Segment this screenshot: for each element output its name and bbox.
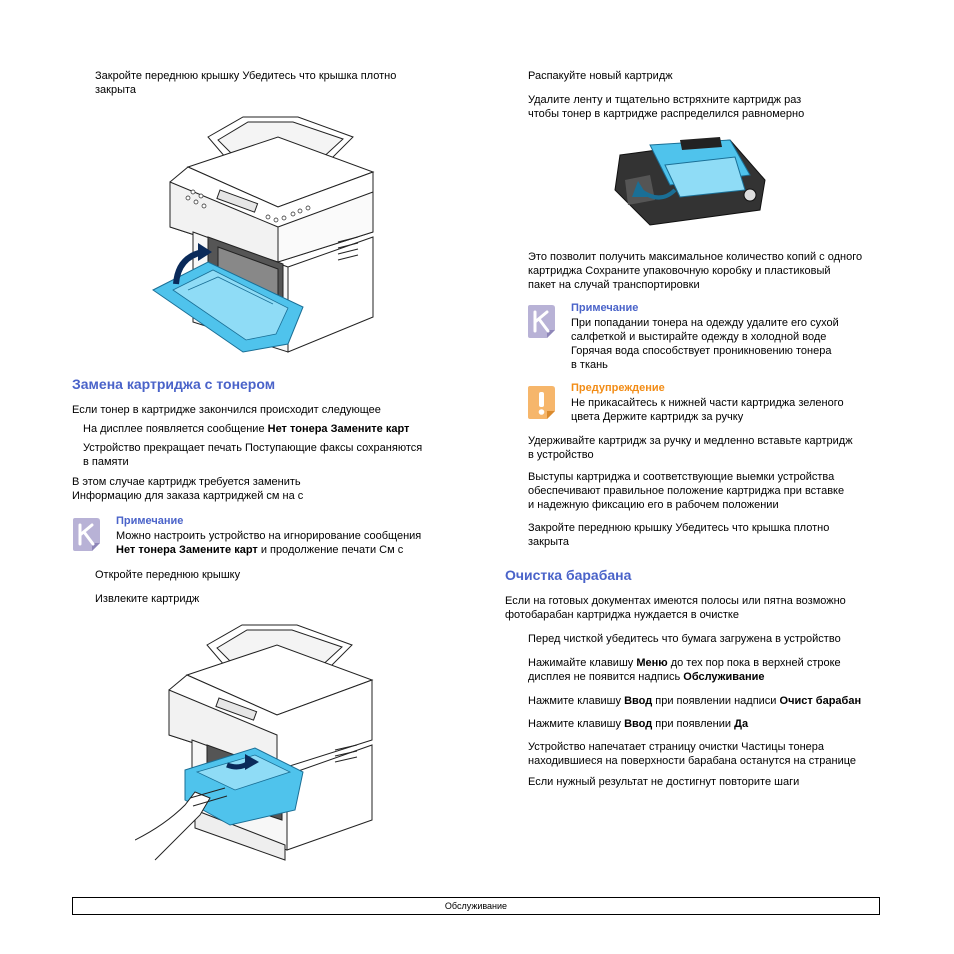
warning-text: Не прикасайтесь к нижней части картриджа зеленого цвета Держите картридж за ручку (571, 397, 844, 423)
step-shake: Удалите ленту и тщательно встряхните картридж раз чтобы тонер в картридже распределился равномерно (528, 94, 805, 120)
footer-label: Обслуживание (444, 901, 508, 911)
step-open-cover: Откройте переднюю крышку (95, 569, 241, 581)
intro-text: Если тонер в картридже закончился происходит следующее (72, 404, 381, 416)
page-footer (72, 897, 880, 915)
warning-icon (527, 385, 557, 420)
note-text: Можно настроить устройство на игнорирование сообщения Нет тонера Замените карт и продолжение печати См с (116, 530, 422, 556)
note-text: При попадании тонера на одежду удалите его сухой салфеткой и выстирайте одежду в холодной воде Горячая вода способствует проникновению тонера в ткань (571, 317, 839, 371)
drum-step-2: Нажимайте клавишу Меню до тех пор пока в верхней строке дисплея не появится надпись Обслуживание (528, 657, 841, 683)
section-title-drum-cleaning: Очистка барабана (505, 567, 632, 583)
drum-intro: Если на готовых документах имеются полосы или пятна возможно фотобарабан картриджа нуждается в очистке (505, 595, 846, 621)
drum-step-1: Перед чисткой убедитесь что бумага загружена в устройство (528, 633, 841, 645)
note-icon (527, 304, 557, 339)
tabs-text: Выступы картриджа и соответствующие выемки устройства обеспечивают правильное положение картриджа при вставке и надежную фиксацию его в рабочем положении (528, 471, 845, 511)
drum-step-6: Если нужный результат не достигнут повторите шаги (528, 776, 800, 788)
replace-paragraph: В этом случае картридж требуется заменить Информацию для заказа картриджей см на с (72, 476, 304, 502)
close-cover-text: Закройте переднюю крышку Убедитесь что крышка плотно закрыта (528, 522, 830, 548)
printer-open-cover-illustration (148, 112, 378, 357)
printer-remove-cartridge-illustration (135, 620, 380, 865)
insert-cartridge-text: Удерживайте картридж за ручку и медленно вставьте картридж в устройство (528, 435, 853, 461)
drum-step-3: Нажмите клавишу Ввод при появлении надписи Очист барабан (528, 695, 862, 707)
bullet-printing-stops: Устройство прекращает печать Поступающие факсы сохраняются в памяти (83, 442, 423, 468)
bullet-display-message: На дисплее появляется сообщение Нет тонера Замените карт (83, 423, 410, 435)
step-remove-cartridge: Извлеките картридж (95, 593, 200, 605)
note-icon (72, 517, 102, 552)
section-title-replace-cartridge: Замена картриджа с тонером (72, 376, 276, 392)
drum-step-5: Устройство напечатает страницу очистки Частицы тонера находившиеся на поверхности барабана останутся на странице (528, 741, 857, 767)
note-title: Примечание (116, 515, 184, 527)
note-title: Примечание (571, 302, 639, 314)
warning-title: Предупреждение (571, 382, 665, 394)
step-unpack: Распакуйте новый картридж (528, 70, 673, 82)
cartridge-shake-illustration (610, 135, 770, 230)
close-cover-step: Закройте переднюю крышку Убедитесь что крышка плотно закрыта (95, 70, 397, 96)
drum-step-4: Нажмите клавишу Ввод при появлении Да (528, 718, 749, 730)
keep-packaging-text: Это позволит получить максимальное количество копий с одного картриджа Сохраните упаковочную коробку и пластиковый пакет на случай транспортировки (528, 251, 863, 291)
